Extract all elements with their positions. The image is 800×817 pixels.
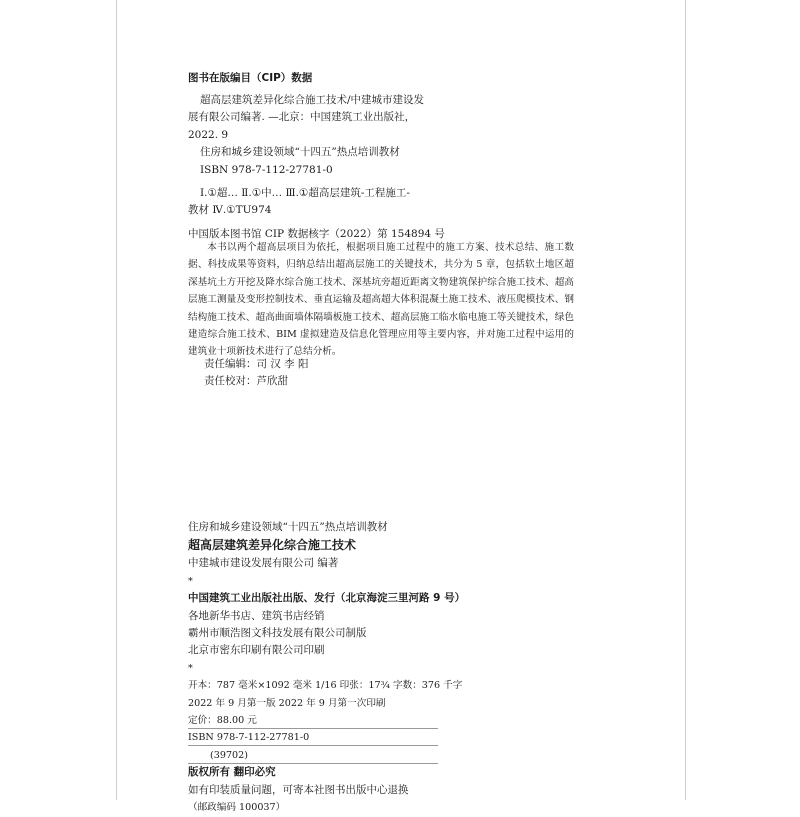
book-summary xyxy=(188,239,574,361)
separator-star: * xyxy=(188,662,193,674)
format-line: 开本：787 毫米×1092 毫米 1/16 印张：17¾ 字数：376 千字 xyxy=(188,680,463,692)
cip-line: 展有限公司编著. —北京：中国建筑工业出版社， xyxy=(188,111,416,124)
editor-credits xyxy=(188,356,658,391)
isbn-line: ISBN 978-7-112-27781-0 xyxy=(188,729,658,746)
return-notice: 如有印装质量问题，可寄本社图书出版中心退换 xyxy=(188,783,409,796)
cip-data-block xyxy=(188,70,658,243)
cip-line: 2022. 9 xyxy=(188,128,229,141)
summary-text: 本书以两个超高层项目为依托，根据项目施工过程中的施工方案、技术总结、施工数据、科技成果等资料，归纳总结出超高层施工的关键技术，共分为 5 章，包括软土地区超深基坑土方开挖及降水综合施工技术、深基坑旁超近距离文物建筑保护综合施工技术、超高层施工测量及变形控制技术、垂直运输及超高超大体积混凝土施工技术、液压爬模技术、钢结构施工技术、超高曲面墙体隔墙板施工技术、超高层施工临水临电施工等关键技术，绿色建造综合施工技术、BIM 虚拟建造及信息化管理应用等主要内容，并对施工过程中运用的建筑业十项新技术进行了总结分析。 xyxy=(188,242,574,358)
price-line: 定价：88.00 元 xyxy=(188,712,658,729)
cip-title: 图书在版编目（CIP）数据 xyxy=(188,72,313,84)
cip-line: ISBN 978-7-112-27781-0 xyxy=(200,163,333,176)
publisher-line: 中国建筑工业出版社出版、发行（北京海淀三里河路 9 号） xyxy=(188,592,466,605)
book-title: 超高层建筑差异化综合施工技术 xyxy=(188,538,357,553)
responsible-proofreader: 责任校对：芦欣甜 xyxy=(204,375,288,388)
imprint-block xyxy=(188,519,658,817)
cip-classification-line: Ⅰ.①超… Ⅱ.①中… Ⅲ.①超高层建筑-工程施工- xyxy=(200,187,410,200)
distributor-line: 各地新华书店、建筑书店经销 xyxy=(188,609,325,622)
postcode-line: （邮政编码 100037） xyxy=(188,802,286,814)
page-frame-right xyxy=(685,0,686,800)
series-name: 住房和城乡建设领域“十四五”热点培训教材 xyxy=(188,521,388,533)
separator-star: * xyxy=(188,575,193,587)
cip-classification-line: 教材 Ⅳ.①TU974 xyxy=(188,204,272,217)
responsible-editor: 责任编辑：司 汉 李 阳 xyxy=(204,358,309,370)
author-line: 中建城市建设发展有限公司 编著 xyxy=(188,557,339,570)
copyright-notice: 版权所有 翻印必究 xyxy=(188,766,276,779)
page-frame-left xyxy=(116,0,117,800)
cip-line: 超高层建筑差异化综合施工技术/中建城市建设发 xyxy=(200,94,425,106)
book-code: (39702) xyxy=(188,747,658,764)
printer-line: 北京市密东印刷有限公司印刷 xyxy=(188,644,325,657)
cip-line: 住房和城乡建设领域“十四五”热点培训教材 xyxy=(200,146,400,159)
cip-approval-number: 中国版本图书馆 CIP 数据核字（2022）第 154894 号 xyxy=(188,227,445,240)
edition-line: 2022 年 9 月第一版 2022 年 9 月第一次印刷 xyxy=(188,697,386,709)
typesetter-line: 霸州市顺浩图文科技发展有限公司制版 xyxy=(188,627,367,640)
